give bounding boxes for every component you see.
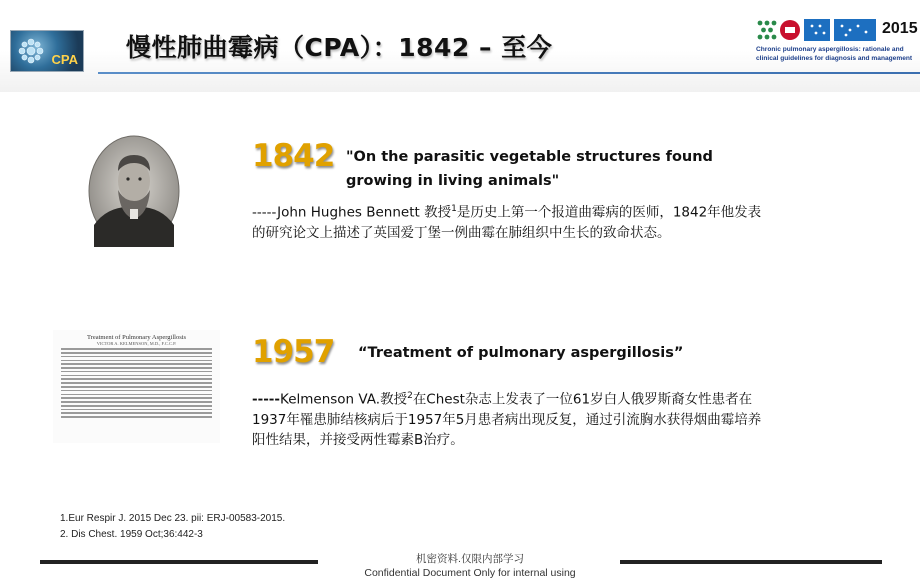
description-1842-prefix: -----John Hughes Bennett 教授 xyxy=(252,204,452,221)
footer-bar-left xyxy=(40,560,318,564)
article-text-line xyxy=(61,348,212,350)
quote-1957: “Treatment of pulmonary aspergillosis” xyxy=(358,345,684,361)
erj-year: 2015 xyxy=(882,20,918,37)
article-text-line xyxy=(61,390,212,392)
quote-1842-line2: growing in living animals" xyxy=(346,173,560,189)
article-text-line xyxy=(61,356,212,358)
description-1842-rest: 是历史上第一个报道曲霉病的医师，1842年他发表 xyxy=(456,204,762,221)
article-text-line xyxy=(61,394,212,396)
article-thumbnail-author: VICTOR A. KELMENSON, M.D., F.C.C.P. xyxy=(96,341,177,346)
article-text-line xyxy=(61,412,212,414)
description-1957 xyxy=(252,386,761,450)
erj-subtitle-line2: clinical guidelines for diagnosis and management xyxy=(756,55,913,62)
description-1842-line1 xyxy=(252,199,761,223)
reference-1: 1.Eur Respir J. 2015 Dec 23. pii: ERJ-00583-2015. xyxy=(60,513,286,524)
reference-marker-2: 2 xyxy=(407,391,413,401)
logo-cpa-text: CPA xyxy=(51,52,78,67)
article-text-line xyxy=(61,352,212,354)
quote-1842 xyxy=(346,145,713,193)
erj-subtitle-line1: Chronic pulmonary aspergillosis: rationale and xyxy=(756,46,904,53)
article-text-line xyxy=(61,386,212,388)
cpa-logo xyxy=(10,30,84,72)
article-text-line xyxy=(61,378,212,380)
article-thumbnail-title: Treatment of Pulmonary Aspergillosis xyxy=(86,334,187,341)
article-text-line xyxy=(61,382,212,384)
article-text-line xyxy=(61,360,212,362)
bennett-portrait-image xyxy=(88,135,180,247)
article-text-line xyxy=(61,405,212,407)
article-text-line xyxy=(61,416,212,418)
reference-2: 2. Dis Chest. 1959 Oct;36:442-3 xyxy=(60,529,203,540)
article-text-line xyxy=(61,363,212,365)
description-1957-rest: 在Chest杂志上发表了一位61岁白人俄罗斯裔女性患者在 xyxy=(412,391,753,408)
quote-1842-line1: "On the parasitic vegetable structures found xyxy=(346,149,713,165)
article-text-line xyxy=(61,409,212,411)
description-1957-line3: 阳性结果，并接受两性霉素B治疗。 xyxy=(252,431,464,448)
description-1842-line2: 的研究论文上描述了英国爱丁堡一例曲霉在肺组织中生长的致命状态。 xyxy=(252,224,671,241)
confidential-footer xyxy=(330,552,610,580)
footer-line2: Confidential Document Only for internal using xyxy=(364,567,576,579)
aspergillus-icon xyxy=(17,37,45,65)
erj-subtitle xyxy=(756,45,918,63)
description-1957-line1 xyxy=(252,386,761,410)
description-1957-dashes: ----- xyxy=(252,391,281,408)
year-1842-label: 1842 xyxy=(252,138,335,174)
erj-guideline-badge xyxy=(756,18,916,70)
year-1957-label: 1957 xyxy=(252,334,335,370)
reference-marker-1: 1 xyxy=(451,204,457,214)
article-text-line xyxy=(61,401,212,403)
article-text-line xyxy=(61,367,212,369)
header-divider xyxy=(98,72,920,74)
page-title: 慢性肺曲霉病（CPA）：1842 – 至今 xyxy=(126,33,553,62)
description-1957-prefix: Kelmenson VA.教授 xyxy=(280,391,408,408)
chest-article-thumbnail xyxy=(53,330,220,443)
erj-society-logos-icon xyxy=(756,18,876,42)
footer-line1: 机密资料.仅限内部学习 xyxy=(416,553,524,565)
footer-bar-right xyxy=(620,560,882,564)
references xyxy=(60,511,285,543)
article-text-line xyxy=(61,375,212,377)
article-text-line xyxy=(61,371,212,373)
description-1842 xyxy=(252,199,761,243)
description-1957-line2: 1937年罹患肺结核病后于1957年5月患者病出现反复，通过引流胸水获得烟曲霉培养 xyxy=(252,411,762,428)
article-text-line xyxy=(61,397,212,399)
